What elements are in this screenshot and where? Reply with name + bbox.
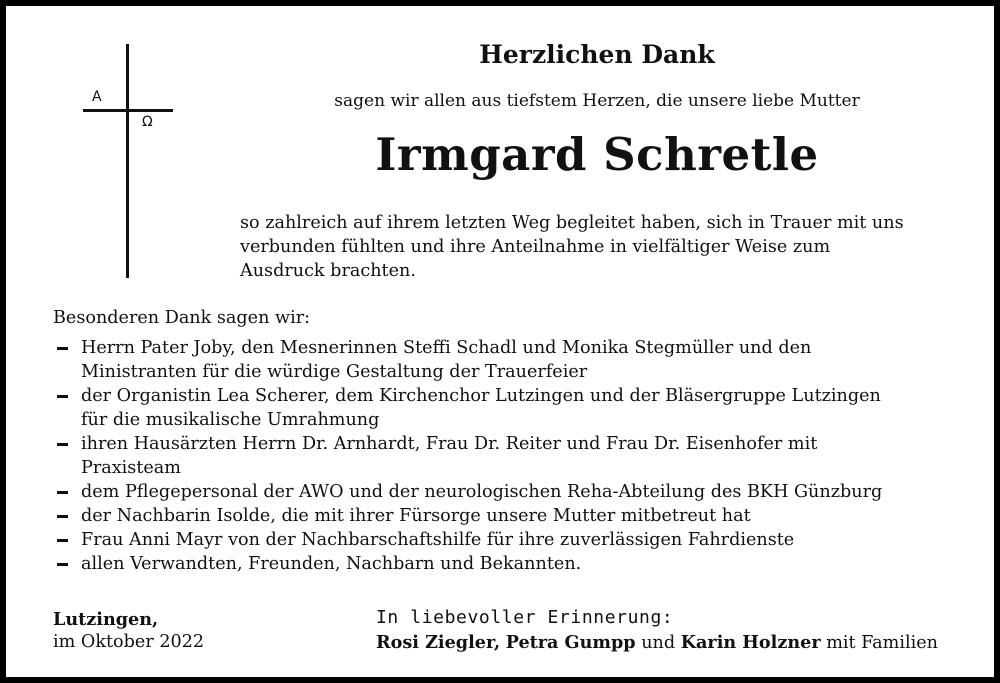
thanks-item-line: Frau Anni Mayr von der Nachbarschaftshilfe für ihre zuverlässigen Fahrdienste: [81, 530, 795, 550]
thanks-item: [53, 504, 973, 528]
intro-line: so zahlreich auf ihrem letzten Weg begleitet haben, sich in Trauer mit uns: [240, 213, 904, 233]
signer-name: Petra Gumpp: [505, 632, 636, 653]
thanks-item: [53, 384, 973, 432]
thanks-item-line: Praxisteam: [81, 458, 181, 478]
thanks-item: [53, 432, 973, 480]
alpha-symbol: A: [92, 89, 102, 105]
signer-suffix: mit Familien: [826, 633, 938, 653]
signer-name: Rosi Ziegler,: [376, 632, 501, 653]
thanks-item: [53, 528, 973, 552]
thanks-item-line: für die musikalische Umrahmung: [81, 410, 380, 430]
dash-bullet: [57, 539, 68, 542]
dash-bullet: [57, 443, 68, 446]
dash-bullet: [57, 491, 68, 494]
dash-bullet: [57, 347, 68, 350]
thanks-item: [53, 552, 973, 576]
dash-bullet: [57, 395, 68, 398]
intro-line: verbunden fühlten und ihre Anteilnahme in vielfältiger Weise zum: [240, 237, 831, 257]
thanks-item-line: allen Verwandten, Freunden, Nachbarn und Bekannten.: [81, 554, 582, 574]
thanks-item: [53, 336, 973, 384]
signers-line: [376, 632, 938, 653]
deceased-name: Irmgard Schretle: [375, 128, 819, 181]
notice-heading: Herzlichen Dank: [479, 40, 715, 69]
intro-paragraph: [240, 211, 960, 283]
thanks-item-line: dem Pflegepersonal der AWO und der neurologischen Reha-Abteilung des BKH Günzburg: [81, 482, 883, 502]
thanks-item-line: Herrn Pater Joby, den Mesnerinnen Steffi Schadl und Monika Stegmüller und den: [81, 338, 812, 358]
dash-bullet: [57, 515, 68, 518]
thanks-item-line: der Organistin Lea Scherer, dem Kirchenchor Lutzingen und der Bläsergruppe Lutzingen: [81, 386, 881, 406]
notice-subline: sagen wir allen aus tiefstem Herzen, die unsere liebe Mutter: [334, 91, 860, 111]
thanks-heading: Besonderen Dank sagen wir:: [53, 308, 311, 328]
place-label: Lutzingen,: [53, 609, 159, 630]
memory-line: In liebevoller Erinnerung:: [376, 607, 674, 628]
thanks-item-line: Ministranten für die würdige Gestaltung der Trauerfeier: [81, 362, 588, 382]
omega-symbol: Ω: [142, 114, 153, 130]
signer-name: Karin Holzner: [680, 632, 821, 653]
thanks-item-line: ihren Hausärzten Herrn Dr. Arnhardt, Frau Dr. Reiter und Frau Dr. Eisenhofer mit: [81, 434, 818, 454]
thanks-list: [53, 336, 973, 576]
thanks-item: [53, 480, 973, 504]
signer-connector: und: [641, 633, 676, 653]
dash-bullet: [57, 563, 68, 566]
intro-line: Ausdruck brachten.: [240, 261, 416, 281]
thanks-item-line: der Nachbarin Isolde, die mit ihrer Fürsorge unsere Mutter mitbetreut hat: [81, 506, 751, 526]
date-label: im Oktober 2022: [53, 632, 205, 652]
